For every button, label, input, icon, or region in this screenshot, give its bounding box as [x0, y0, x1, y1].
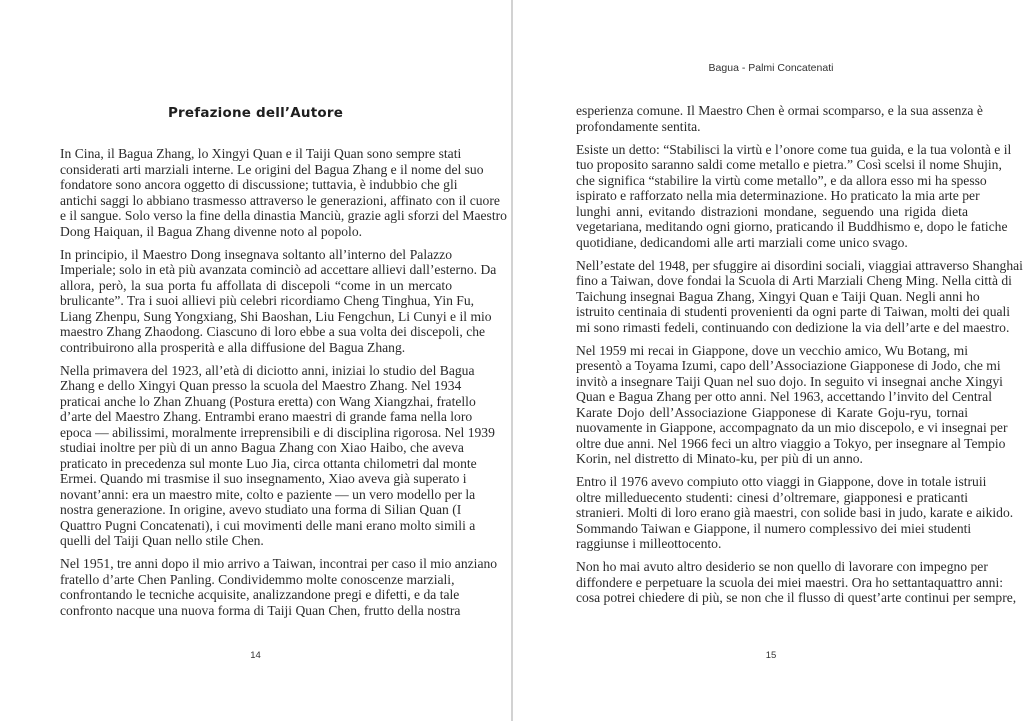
text-line: presentò a Toyama Izumi, capo dell’Associazione Giapponese di Jodo, che mi [576, 358, 1001, 373]
text-line: oltre due anni. Nel 1966 feci un altro viaggio a Tokyo, per insegnare al Tempio [576, 435, 1006, 451]
text-line: brulicante”. Tra i suoi allievi più celebri ricordiamo Cheng Tinghua, Yin Fu, [60, 293, 475, 308]
page-number-left: 14 [250, 650, 261, 661]
text-line: praticato in precedenza sul monte Luo Jia, circa ottanta chilometri dal monte [60, 455, 477, 471]
running-header: Bagua - Palmi Concatenati [708, 62, 834, 74]
text-line: Karate Dojo dell’Associazione Giapponese di Karate Goju-ryu, tornai [576, 404, 968, 420]
paragraph [60, 246, 497, 356]
text-line: lunghi anni, evitando distrazioni mondane, seguendo una rigida dieta [576, 203, 968, 219]
text-line: Liang Zhenpu, Sung Yongxiang, Shi Baoshan, Liu Fengchun, Li Cunyi e il mio [60, 308, 492, 324]
text-line: fino a Taiwan, dove fondai la Scuola di Arti Marziali Cheng Ming. Nella città di [576, 273, 1012, 288]
text-line: Nel 1959 mi recai in Giappone, dove un vecchio amico, Wu Botang, mi [576, 342, 968, 358]
text-line: antichi saggi lo abbiano trasmesso attraverso le generazioni, affinato con il cuore [60, 192, 500, 208]
left-body-text [60, 146, 507, 626]
text-line: Esiste un detto: “Stabilisci la virtù e l’onore come tua guida, e la tua volontà e il [576, 141, 1012, 157]
text-line: studiai inoltre per più di un anno Bagua Zhang con Xiao Haibo, che aveva [60, 440, 464, 455]
paragraph [576, 342, 1008, 467]
text-line: considerati arti marziali interne. Le origini del Bagua Zhang e il nome del suo [60, 161, 484, 177]
text-line: tuo proposito saranno saldi come metallo e pietra.” Così scelsi il nome Shujin, [576, 157, 1002, 172]
text-line: Dong Haiquan, il Bagua Zhang divenne noto al popolo. [60, 223, 363, 239]
text-line: Taichung insegnai Bagua Zhang, Xingyi Quan e Taiji Quan. Negli anni ho [576, 288, 980, 304]
text-line: Korin, nel distretto di Minato-ku, per più di un anno. [576, 451, 863, 466]
text-line: confrontando le tecniche acquisite, analizzandone pregi e difetti, e da tale [60, 587, 460, 602]
text-line: oltre milleduecento studenti: cinesi d’oltremare, giapponesi e praticanti [576, 489, 968, 505]
text-line: epoca — abilissimi, moralmente irreprensibili e di disciplina rigorosa. Nel 1939 [60, 424, 495, 440]
text-line: vegetariana, meditando ogni giorno, praticando il Buddhismo e, dopo le fatiche [576, 219, 1008, 234]
text-line: ispirato e rafforzato nella mia determinazione. Ho praticato la mia arte per [576, 188, 980, 203]
text-line: Ermei. Quando mi trasmise il suo insegnamento, Xiao aveva già superato i [60, 471, 467, 486]
paragraph [576, 474, 1014, 552]
text-line: quotidiane, dedicandomi alle arti marziali come unico svago. [576, 234, 908, 250]
text-line: fondatore sono ancora oggetto di discussione; tuttavia, è indubbio che gli [60, 177, 458, 192]
chapter-title: Prefazione dell’Autore [167, 105, 344, 121]
text-line: praticai anche lo Zhan Zhuang (Postura eretta) con Wang Xiangzhai, fratello [60, 393, 476, 409]
text-line: diffondere e perpetuare la scuola dei miei maestri. Ora ho settantaquattro anni: [576, 574, 1004, 590]
right-body-text [576, 103, 1023, 613]
text-line: Nell’estate del 1948, per sfuggire ai disordini sociali, viaggiai attraverso Shanghai [576, 257, 1023, 273]
text-line: maestro Zhang Zhaodong. Ciascuno di loro ebbe a sua volta dei discepoli, che [60, 324, 486, 339]
text-line: Sommando Taiwan e Giappone, il numero complessivo dei miei studenti [576, 520, 972, 536]
text-line: novant’anni: era un maestro mite, colto e paziente — un vero modello per la [60, 486, 476, 502]
text-line: stranieri. Molti di loro erano già maestri, con solide basi in judo, karate e aikido. [576, 505, 1014, 520]
text-line: Quan e Bagua Zhang per otto anni. Nel 1963, accettando l’invito del Central [576, 389, 992, 404]
text-line: Imperiale; solo in età più avanzata cominciò ad accettare allievi dall’esterno. Da [60, 262, 497, 277]
text-line: d’arte del Maestro Zhang. Entrambi erano maestri di grande fama nella loro [60, 409, 473, 424]
paragraph [576, 559, 1017, 606]
text-line: Entro il 1976 avevo compiuto otto viaggi in Giappone, dove in totale istruii [576, 474, 987, 489]
text-line: Quattro Pugni Concatenati), i cui movimenti delle mani erano molto simili a [60, 517, 476, 533]
text-line: raggiunse i milleottocento. [576, 536, 722, 551]
left-page [0, 0, 511, 721]
text-line: In Cina, il Bagua Zhang, lo Xingyi Quan e il Taiji Quan sono sempre stati [60, 146, 462, 161]
paragraph [60, 362, 495, 549]
text-line: Nella primavera del 1923, all’età di diciotto anni, iniziai lo studio del Bagua [60, 362, 475, 378]
text-line: contribuirono alla prosperità e alla diffusione del Bagua Zhang. [60, 339, 406, 355]
text-line: che significa “stabilire la virtù come metallo”, e da allora esso mi ha spesso [576, 172, 987, 188]
text-line: nuovamente in Giappone, accompagnato da un mio discepolo, e vi insegnai per [576, 420, 1008, 435]
text-line: quelli del Taiji Quan nello stile Chen. [60, 533, 264, 548]
right-page [513, 0, 1024, 721]
paragraph [60, 556, 498, 618]
paragraph [60, 146, 507, 239]
text-line: esperienza comune. Il Maestro Chen è ormai scomparso, e la sua assenza è [576, 103, 983, 118]
text-line: In principio, il Maestro Dong insegnava soltanto all’interno del Palazzo [60, 246, 452, 262]
text-line: cosa potrei chiedere di più, se non che il flusso di quest’arte continui per sempre, [576, 590, 1017, 605]
text-line: e il sangue. Solo verso la fine della dinastia Manciù, grazie agli sforzi del Maestro [60, 208, 507, 223]
text-line: Zhang e dello Xingyi Quan presso la scuola del Maestro Zhang. Nel 1934 [60, 378, 462, 393]
text-line: istruito centinaia di studenti provenienti da ogni parte di Taiwan, molti dei quali [576, 304, 1011, 319]
text-line: Non ho mai avuto altro desiderio se non quello di lavorare con impegno per [576, 559, 988, 574]
text-line: fratello d’arte Chen Panling. Condividemmo molte conoscenze marziali, [60, 571, 455, 587]
text-line: confronto nacque una nuova forma di Taiji Quan Chen, frutto della nostra [60, 602, 461, 618]
text-line: nostra generazione. In origine, avevo studiato una forma di Silian Quan (I [60, 502, 462, 517]
text-line: allora, però, la sua porta fu affollata di discepoli “come in un mercato [60, 277, 452, 293]
text-line: profondamente sentita. [576, 118, 701, 134]
paragraph [576, 103, 983, 134]
paragraph [576, 257, 1023, 336]
text-line: Nel 1951, tre anni dopo il mio arrivo a Taiwan, incontrai per caso il mio anziano [60, 556, 498, 571]
page-number-right: 15 [765, 650, 777, 661]
text-line: invitò a insegnare Taiji Quan nel suo dojo. In seguito vi insegnai anche Xingyi [576, 373, 1003, 389]
text-line: mi sono rimasti fedeli, continuando con dedizione la via dell’arte e del maestro. [576, 319, 1010, 335]
paragraph [576, 141, 1012, 251]
